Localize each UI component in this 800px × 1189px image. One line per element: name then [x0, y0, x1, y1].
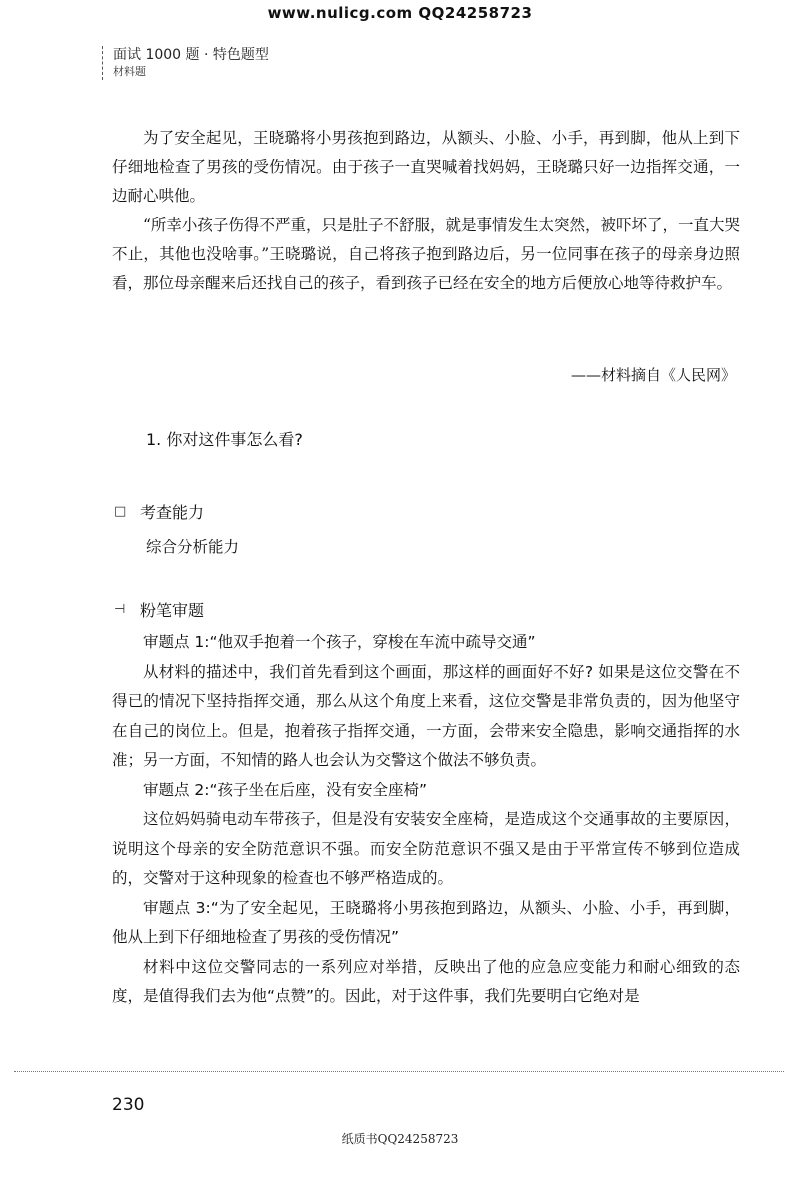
analysis-point: 审题点 3:“为了安全起见，王晓璐将小男孩抱到路边，从额头、小脸、小手，再到脚，他从上到下仔细地检查了男孩的受伤情况”	[112, 898, 740, 946]
material-source: ——材料摘自《人民网》	[570, 366, 736, 384]
square-bullet-icon: □	[114, 504, 127, 519]
ability-heading-text: 考查能力	[140, 503, 205, 522]
watermark-top: www.nulicg.com QQ24258723	[267, 4, 533, 22]
watermark-bottom: 纸质书QQ24258723	[341, 1132, 459, 1146]
analysis-paragraph: 这位妈妈骑电动车带孩子，但是没有安装安全座椅，是造成这个交通事故的主要原因，说明这个母亲的安全防范意识不强。而安全防范意识不强又是由于平常宣传不够到位造成的，交警对于这种现象的检查也不够严格造成的。	[112, 810, 740, 887]
question-title: 1. 你对这件事怎么看?	[146, 430, 303, 449]
analysis-heading	[114, 598, 204, 621]
analysis-point: 审题点 1:“他双手抱着一个孩子，穿梭在车流中疏导交通”	[143, 633, 536, 651]
material-paragraph: 为了安全起见，王晓璐将小男孩抱到路边，从额头、小脸、小手，再到脚，他从上到下仔细地检查了男孩的受伤情况。由于孩子一直哭喊着找妈妈，王晓璐只好一边指挥交通，一边耐心哄他。	[112, 129, 740, 205]
material-paragraph: “所幸小孩子伤得不严重，只是肚子不舒服，就是事情发生太突然，被吓坏了，一直大哭不止，其他也没啥事。”王晓璐说，自己将孩子抱到路边后，另一位同事在孩子的母亲身边照看，那位母亲醒来后还找自己的孩子，看到孩子已经在安全的地方后便放心地等待救护车。	[112, 216, 740, 292]
bracket-bullet-icon: ⊣	[114, 602, 126, 617]
analysis-paragraph: 从材料的描述中，我们首先看到这个画面，那这样的画面好不好? 如果是这位交警在不得已的情况下坚持指挥交通，那么从这个角度上来看，这位交警是非常负责的，因为他坚守在自己的岗位上。但是，抱着孩子指挥交通，一方面，会带来安全隐患，影响交通指挥的水准；另一方面，不知情的路人也会认为交警这个做法不够负责。	[112, 662, 740, 769]
book-title: 面试 1000 题 · 特色题型	[113, 47, 269, 63]
ability-heading	[114, 500, 204, 523]
running-header	[102, 46, 269, 80]
material-text	[112, 124, 740, 298]
page-number: 230	[112, 1095, 145, 1115]
ability-content: 综合分析能力	[146, 538, 240, 556]
analysis-paragraph: 材料中这位交警同志的一系列应对举措，反映出了他的应急应变能力和耐心细致的态度，是值得我们去为他“点赞”的。因此，对于这件事，我们先要明白它绝对是	[112, 957, 740, 1005]
footer-divider	[14, 1071, 784, 1072]
analysis-heading-text: 粉笔审题	[140, 601, 205, 620]
section-label: 材料题	[113, 65, 146, 78]
analysis-body	[112, 628, 740, 1012]
analysis-point: 审题点 2:“孩子坐在后座，没有安全座椅”	[143, 780, 428, 799]
